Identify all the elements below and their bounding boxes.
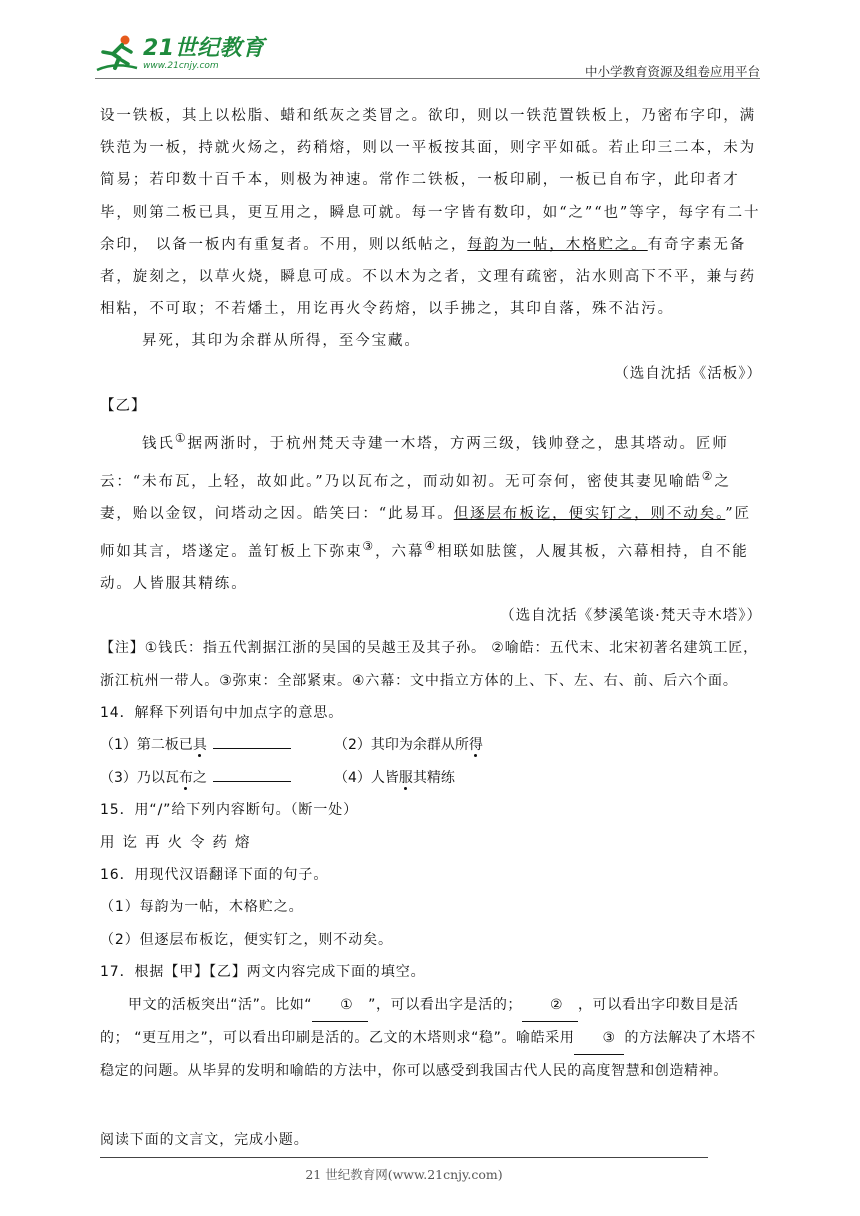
q14-stem: 14．解释下列语句中加点字的意思。: [100, 704, 344, 721]
q17-blank-3[interactable]: ③: [574, 1022, 624, 1055]
jia-underlined-sentence: 每韵为一帖，木格贮之。: [467, 236, 648, 253]
page-footer: 21 世纪教育网(www.21cnjy.com): [305, 1167, 503, 1182]
q14-item-3-text: （3）乃以瓦: [100, 769, 179, 786]
q14-item-1: [100, 729, 334, 761]
note-ref-1: ①: [174, 430, 188, 445]
q17-text-4: 的方法解决了木塔不稳定的问题。从毕昇的发明和喻皓的方法中，你可以感受到我国古代人民的高度智慧和创造精神。: [100, 1030, 756, 1080]
yi-source: （选自沈括《梦溪笔谈·梵天寺木塔》）: [500, 608, 762, 625]
q14-item-2-text: （2）其印为余群从所: [334, 737, 469, 754]
q17-text-2: ”，可以看出字是活的；: [368, 996, 523, 1013]
runner-logo-icon: [95, 34, 139, 74]
platform-name: 中小学教育资源及组卷应用平台: [584, 64, 760, 79]
q17-blank-1[interactable]: ①: [312, 989, 368, 1022]
q14-answer-blank-1[interactable]: [213, 734, 291, 749]
logo-url: www.21cnjy.com: [143, 60, 219, 71]
yi-text-4: ”匠师如其言，塔遂定。盖钉板上下弥束: [100, 505, 751, 560]
yi-text-3: 之妻，贻以金钗，问塔动之因。皓笑曰：“此易耳。: [100, 473, 731, 522]
section-gap: [100, 1088, 762, 1124]
q16-sentence-1: （1）每韵为一帖，木格贮之。: [100, 899, 304, 916]
q14-item-2-dotted-char: 得: [468, 737, 483, 754]
q14-item-3-tail: 之: [192, 769, 207, 786]
logo-title: 21世纪教育: [143, 35, 265, 61]
q14-item-4: [334, 762, 455, 794]
footer-divider: [100, 1157, 708, 1158]
q14-row-2: [100, 762, 762, 794]
note-ref-4: ④: [424, 538, 438, 553]
yi-paragraph: [100, 422, 762, 601]
q14-item-3: [100, 762, 334, 794]
note-ref-3: ③: [362, 538, 376, 553]
note-ref-2: ②: [701, 468, 715, 483]
q14-item-4-dotted-char: 服: [398, 769, 413, 786]
next-section-intro: 阅读下面的文言文，完成小题。: [100, 1131, 309, 1148]
q17-text-1: 甲文的活板突出“活”。比如“: [128, 996, 313, 1013]
q14-item-4-text: （4）人皆: [334, 769, 399, 786]
yi-underlined-sentence: 但逐层布板讫，便实钉之，则不动矣。: [453, 505, 726, 522]
q15-sentence: 用讫再火令药熔: [100, 834, 258, 851]
q14-item-4-tail: 其精练: [412, 769, 455, 786]
q17-text-3: ，可以看出字印数目是活的； “更互用之”，可以看出印刷是活的。乙文的木塔则求“稳”。喻皓采用: [100, 996, 739, 1046]
site-logo: [95, 34, 265, 74]
q14-item-2: [334, 729, 483, 761]
q14-item-1-dotted-char: 具: [192, 737, 207, 754]
notes: [100, 632, 762, 697]
header-divider: [95, 78, 760, 79]
jia-text-a: 设一铁板，其上以松脂、蜡和纸灰之类冒之。欲印，则以一铁范置铁板上，乃密布字印，满铁范为一板，持就火炀之，药稍熔，则以一平板按其面，则字平如砥。若止印三二本，未为简易；若印数十百千本，则极为神速。常作二铁板，一板印刷，一板已自布字，此印者才毕，则第二板已具，更互用之，瞬息可就。每一字皆有数印，如“之”“也”等字，每字有二十余印， 以备一板内有重复者。不用，则以纸帖之，: [100, 108, 761, 253]
q17-blank-2[interactable]: ②: [522, 989, 578, 1022]
yi-text-5: ，六幕: [375, 543, 425, 560]
q17-stem: 17．根据【甲】【乙】两文内容完成下面的填空。: [100, 964, 426, 981]
q16-sentence-2: （2）但逐层布板讫，便实钉之，则不动矣。: [100, 931, 393, 948]
notes-label: 【注】: [100, 640, 145, 657]
jia-source: （选自沈括《活板》）: [614, 365, 762, 382]
jia-paragraph-2: 昇死，其印为余群从所得，至今宝藏。: [142, 333, 421, 350]
jia-text-b: 有奇字素无备者，旋刻之，以草火烧，瞬息可成。不以木为之者，文理有疏密，沾水则高下不平，兼与药相粘，不可取；不若燔土，用讫再火令药熔，以手拂之，其印自落，殊不沾污。: [100, 236, 756, 318]
q14-answer-blank-3[interactable]: [213, 767, 291, 782]
q14-item-1-text: （1）第二板已: [100, 737, 193, 754]
jia-paragraph-1: [100, 100, 762, 325]
yi-text-2: 据两浙时，于杭州梵天寺建一木塔，方两三级，钱帅登之，患其塔动。匠师云：“未布瓦，上轻，故如此。”乃以瓦布之，而动如初。无可奈何，密使其妻见喻皓: [100, 435, 729, 490]
page-header: [95, 34, 760, 80]
yi-text-1: 钱氏: [142, 435, 175, 452]
document-body: [100, 100, 762, 1156]
notes-text: ①钱氏：指五代割据江浙的吴国的吴越王及其子孙。 ②喻皓：五代末、北宋初著名建筑工匠，浙江杭州一带人。③弥束：全部紧束。④六幕：文中指立方体的上、下、左、右、前、后六个面。: [100, 640, 759, 689]
q15-stem: 15．用“/”给下列内容断句。（断一处）: [100, 802, 359, 819]
yi-text-6: 相联如胠箧，人履其板，六幕相持，自不能动。人皆服其精练。: [100, 543, 749, 592]
q14-item-3-dotted-char: 布: [178, 769, 193, 786]
q14-row-1: [100, 729, 762, 761]
q16-stem: 16．用现代汉语翻译下面的句子。: [100, 866, 329, 883]
q17-paragraph: [100, 989, 762, 1088]
yi-label: 【乙】: [100, 397, 147, 414]
